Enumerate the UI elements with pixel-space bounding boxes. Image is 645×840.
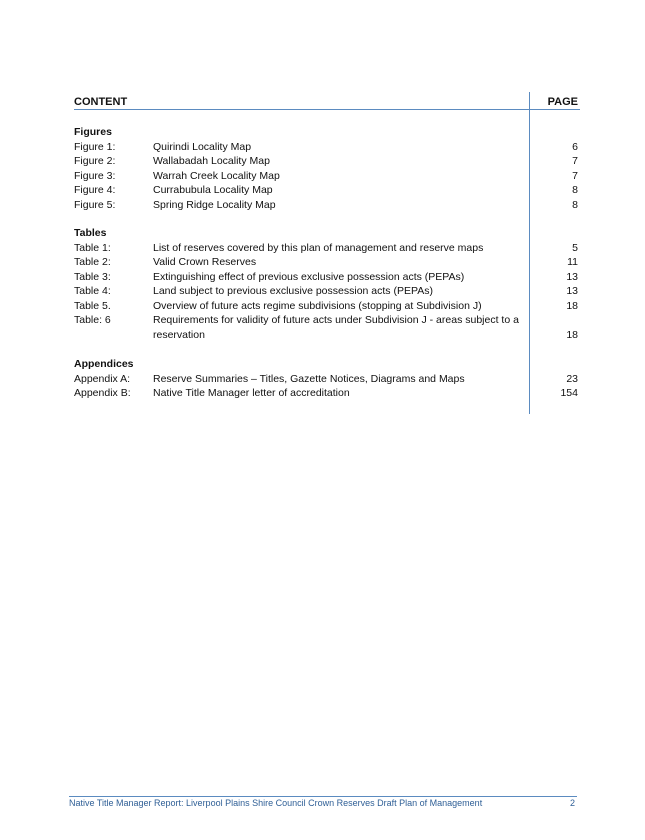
entry-page: 11 (567, 256, 578, 268)
toc-entry[interactable] (74, 255, 580, 270)
toc-entry[interactable] (74, 284, 580, 299)
entry-page: 6 (572, 140, 578, 153)
content-heading: CONTENT (74, 96, 128, 108)
entry-label: Figure 3: (74, 169, 116, 182)
entry-page: 8 (572, 198, 578, 211)
toc-entry[interactable] (74, 169, 580, 184)
entry-label: Figure 4: (74, 184, 116, 196)
entry-text: Quirindi Locality Map (153, 140, 252, 153)
entry-page: 18 (566, 328, 578, 341)
toc-entry[interactable] (74, 313, 580, 342)
toc-entry[interactable] (74, 299, 580, 314)
entry-page: 13 (566, 285, 578, 297)
entry-text: List of reserves covered by this plan of management and reserve maps (153, 241, 484, 254)
footer-rule (69, 796, 577, 797)
toc-section-tables (74, 226, 580, 342)
entry-text: Currabubula Locality Map (153, 184, 273, 196)
entry-text: Wallabadah Locality Map (153, 155, 270, 167)
entry-label: Table 5. (74, 299, 111, 312)
entry-text: Valid Crown Reserves (153, 256, 257, 268)
entry-text: Extinguishing effect of previous exclusive possession acts (PEPAs) (153, 270, 465, 283)
toc-entry[interactable] (74, 198, 580, 213)
entry-text: Reserve Summaries – Titles, Gazette Notices, Diagrams and Maps (153, 372, 465, 385)
toc-entry[interactable] (74, 372, 580, 387)
table-of-contents (74, 95, 580, 399)
entry-page: 23 (566, 372, 578, 385)
page-heading: PAGE (547, 96, 578, 108)
toc-entry[interactable] (74, 140, 580, 155)
footer-page-number: 2 (569, 798, 575, 808)
entry-page: 8 (572, 184, 578, 196)
toc-section-figures (74, 125, 580, 212)
entry-label: Table 4: (74, 285, 111, 297)
entry-page: 7 (572, 155, 578, 167)
entry-text: Overview of future acts regime subdivisions (stopping at Subdivision J) (153, 299, 482, 312)
section-title: Tables (74, 227, 107, 239)
entry-text: Requirements for validity of future acts under Subdivision J - areas subject to a reservation (153, 314, 519, 341)
entry-page: 7 (572, 169, 578, 182)
entry-page: 18 (566, 299, 578, 312)
section-title: Figures (74, 126, 112, 138)
entry-label: Figure 1: (74, 140, 116, 153)
header-rule (74, 109, 580, 110)
toc-entry[interactable] (74, 270, 580, 285)
toc-entry[interactable] (74, 241, 580, 256)
entry-page: 5 (572, 241, 578, 254)
entry-label: Table 3: (74, 270, 111, 283)
entry-page: 13 (566, 270, 578, 283)
entry-text: Warrah Creek Locality Map (153, 169, 280, 182)
entry-label: Appendix A: (74, 372, 131, 385)
toc-entry[interactable] (74, 183, 580, 198)
entry-label: Appendix B: (74, 387, 131, 399)
toc-entry[interactable] (74, 386, 580, 401)
entry-label: Table: 6 (74, 314, 111, 326)
entry-label: Table 1: (74, 241, 111, 254)
footer-title: Native Title Manager Report: Liverpool Plains Shire Council Crown Reserves Draft Plan of Management (69, 798, 483, 808)
entry-text: Native Title Manager letter of accreditation (153, 387, 350, 399)
toc-section-appendices (74, 357, 580, 401)
entry-label: Figure 2: (74, 155, 116, 167)
entry-label: Figure 5: (74, 198, 116, 211)
entry-text: Spring Ridge Locality Map (153, 198, 276, 211)
entry-text: Land subject to previous exclusive possession acts (PEPAs) (153, 285, 433, 297)
entry-page: 154 (560, 387, 578, 399)
section-title: Appendices (74, 358, 134, 370)
entry-label: Table 2: (74, 256, 111, 268)
toc-header (74, 95, 580, 109)
toc-entry[interactable] (74, 154, 580, 169)
